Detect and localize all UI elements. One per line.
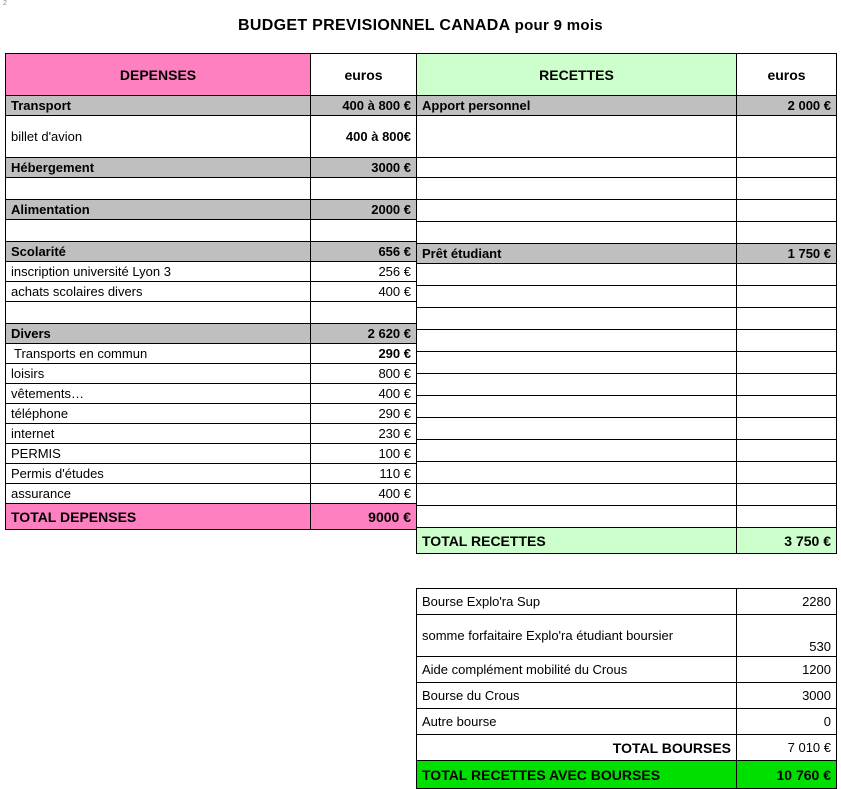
row-value: 400 à 800€ [311,116,417,158]
row-label [417,330,737,352]
row-value: 3000 [737,683,837,709]
table-row [417,589,837,615]
row-label [417,462,737,484]
page-title-main: BUDGET PREVISIONNEL CANADA [238,17,510,34]
page-title-sub: pour 9 mois [514,17,603,34]
total-depenses-row [6,504,417,530]
total-bourses-value: 7 010 € [737,735,837,761]
total-depenses-value: 9000 € [311,504,417,530]
row-value: 800 € [311,364,417,384]
header-recettes-euros: euros [737,54,837,96]
bourses-table [416,588,837,789]
total-avec-bourses-value: 10 760 € [737,761,837,789]
recettes-table [416,53,837,554]
row-label [417,264,737,286]
row-value: 290 € [311,404,417,424]
row-label: PERMIS [6,444,311,464]
row-value [737,440,837,462]
total-recettes-avec-bourses-row [417,761,837,789]
row-label: vêtements… [6,384,311,404]
row-value [737,462,837,484]
total-recettes-label: TOTAL RECETTES [417,528,737,554]
table-row [417,709,837,735]
row-label: Autre bourse [417,709,737,735]
row-label [417,506,737,528]
row-value [737,330,837,352]
row-label [417,440,737,462]
header-depenses-euros: euros [311,54,417,96]
row-value: 256 € [311,262,417,282]
table-row [6,344,417,364]
table-row [6,262,417,282]
table-row [417,657,837,683]
table-row-blank [417,462,837,484]
total-bourses-row [417,735,837,761]
row-value: 0 [737,709,837,735]
row-label [417,374,737,396]
row-value [737,222,837,244]
row-label [417,308,737,330]
table-row-blank [417,440,837,462]
row-value [737,352,837,374]
table-row [417,683,837,709]
row-label: Bourse du Crous [417,683,737,709]
table-row-blank [417,178,837,200]
total-bourses-label: TOTAL BOURSES [417,735,737,761]
table-row [6,200,417,220]
row-label: loisirs [6,364,311,384]
table-row-blank [417,484,837,506]
row-label [417,200,737,222]
page-title [0,17,841,35]
row-value [737,286,837,308]
table-row-blank [417,374,837,396]
row-value [311,302,417,324]
row-label: Aide complément mobilité du Crous [417,657,737,683]
row-value [311,178,417,200]
row-label: internet [6,424,311,444]
row-label [417,418,737,440]
row-value [737,308,837,330]
row-value: 1 750 € [737,244,837,264]
row-label: billet d'avion [6,116,311,158]
row-label [417,352,737,374]
header-recettes: RECETTES [417,54,737,96]
row-label [417,396,737,418]
row-value [311,220,417,242]
table-row [6,116,417,158]
row-label: Hébergement [6,158,311,178]
row-label [417,178,737,200]
row-value [737,484,837,506]
row-value: 1200 [737,657,837,683]
total-recettes-row [417,528,837,554]
row-label [6,302,311,324]
row-value: 3000 € [311,158,417,178]
row-label [417,158,737,178]
row-value [737,264,837,286]
table-row [417,615,837,657]
row-value [737,374,837,396]
table-header-row [6,54,417,96]
row-value: 656 € [311,242,417,262]
table-row [6,424,417,444]
row-value [737,158,837,178]
table-row [6,364,417,384]
table-row [6,282,417,302]
table-row-blank [417,396,837,418]
row-label: Transports en commun [6,344,311,364]
row-label [6,220,311,242]
table-row [6,404,417,424]
row-label: inscription université Lyon 3 [6,262,311,282]
row-value: 230 € [311,424,417,444]
row-value [737,178,837,200]
depenses-table [5,53,417,530]
table-row-blank [417,418,837,440]
row-value [737,506,837,528]
row-label: achats scolaires divers [6,282,311,302]
row-label: Divers [6,324,311,344]
table-row [6,464,417,484]
table-row-blank [417,330,837,352]
table-row [417,96,837,116]
table-row-blank [417,116,837,158]
table-row-blank [417,286,837,308]
row-value: 400 € [311,282,417,302]
table-row [6,242,417,262]
row-value: 2 000 € [737,96,837,116]
table-row-blank [417,352,837,374]
table-header-row [417,54,837,96]
table-row-blank [417,506,837,528]
row-value [737,418,837,440]
table-row [6,158,417,178]
row-label: Permis d'études [6,464,311,484]
row-label: téléphone [6,404,311,424]
row-label [417,116,737,158]
table-row-blank [417,158,837,178]
row-value [737,396,837,418]
row-label [6,178,311,200]
row-value [737,200,837,222]
table-row-blank [417,200,837,222]
row-label: Alimentation [6,200,311,220]
row-value: 2 620 € [311,324,417,344]
table-row-blank [417,308,837,330]
row-label: assurance [6,484,311,504]
table-row [417,244,837,264]
table-row [6,484,417,504]
row-label: Bourse Explo'ra Sup [417,589,737,615]
row-label: somme forfaitaire Explo'ra étudiant boursier [417,615,737,657]
row-value: 400 € [311,484,417,504]
row-value: 2000 € [311,200,417,220]
row-value: 110 € [311,464,417,484]
row-value: 290 € [311,344,417,364]
row-label [417,484,737,506]
row-value: 400 à 800 € [311,96,417,116]
row-label: Prêt étudiant [417,244,737,264]
row-value: 100 € [311,444,417,464]
table-row-blank [417,222,837,244]
table-row-blank [6,220,417,242]
table-row [6,444,417,464]
table-row [6,384,417,404]
row-value [737,116,837,158]
row-label: Scolarité [6,242,311,262]
total-recettes-value: 3 750 € [737,528,837,554]
total-depenses-label: TOTAL DEPENSES [6,504,311,530]
table-row-blank [6,178,417,200]
header-depenses: DEPENSES [6,54,311,96]
row-value: 2280 [737,589,837,615]
corner-mark: 2 [3,0,7,7]
total-avec-bourses-label: TOTAL RECETTES AVEC BOURSES [417,761,737,789]
table-row-blank [417,264,837,286]
table-row [6,324,417,344]
row-label [417,222,737,244]
table-row-blank [6,302,417,324]
table-row [6,96,417,116]
row-label [417,286,737,308]
row-value: 400 € [311,384,417,404]
row-label: Apport personnel [417,96,737,116]
row-value: 530 [737,615,837,657]
row-label: Transport [6,96,311,116]
